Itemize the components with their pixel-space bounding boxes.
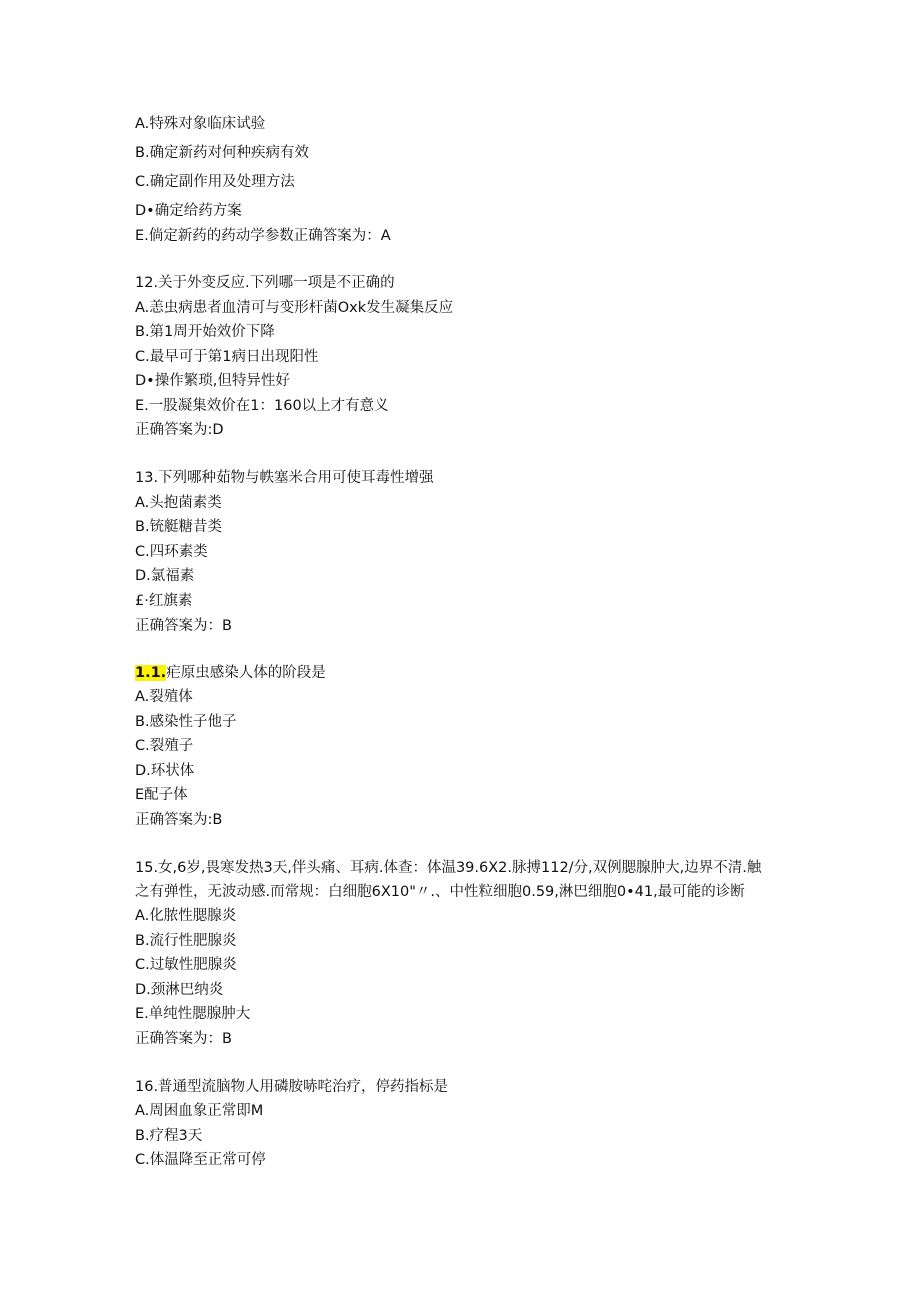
- q16-option-b: B.疗程3天: [135, 1128, 203, 1144]
- q13-option-d: D.氯福素: [135, 568, 195, 584]
- q11-option-d: D•确定给药方案: [135, 203, 242, 219]
- q12-option-d: D•操作繁琐,但特异性好: [135, 373, 290, 389]
- q11-option-b: B.确定新药对何种疾病有效: [135, 145, 310, 161]
- q11-option-e-answer: E.倘定新药的药动学参数正确答案为：A: [135, 228, 391, 244]
- q15-option-c: C.过敏性肥腺炎: [135, 957, 237, 973]
- q14-option-d: D.环状体: [135, 763, 195, 779]
- q15-option-b: B.流行性肥腺炎: [135, 933, 237, 949]
- q15-option-a: A.化脓性腮腺炎: [135, 908, 237, 924]
- q12-option-b: B.第1周开始效价下降: [135, 324, 275, 340]
- q14-stem: 疟原虫感染人体的阶段是: [166, 665, 326, 681]
- q15-stem-line-2: 之有弹性，无波动感.而常规：白细胞6X10"〃.、中性粒细胞0.59,淋巴细胞0•41,最可能的诊断: [135, 884, 745, 900]
- q15-answer: 正确答案为：B: [135, 1031, 232, 1047]
- q14-option-e: E配子体: [135, 787, 188, 803]
- q12-stem: 12.关于外变反应.下列哪一项是不正确的: [135, 275, 395, 291]
- q14-number-highlight: 1.1.: [135, 665, 167, 681]
- q11-option-c: C.确定副作用及处理方法: [135, 174, 295, 190]
- q14-option-c: C.裂殖子: [135, 738, 194, 754]
- q13-option-c: C.四环素类: [135, 544, 208, 560]
- q14-option-a: A.裂殖体: [135, 689, 193, 705]
- q12-option-c: C.最早可于第1病日出现阳性: [135, 349, 319, 365]
- q13-answer: 正确答案为：B: [135, 618, 232, 634]
- q16-stem: 16.普通型流脑物人用磷胺哧咤治疗，停药指标是: [135, 1079, 449, 1095]
- q15-option-d: D.颈淋巴纳炎: [135, 982, 224, 998]
- q11-option-a: A.特殊对象临床试验: [135, 116, 266, 132]
- q12-option-a: A.恙虫病患者血清可与变形杆菌Oxk发生凝集反应: [135, 300, 454, 316]
- q16-option-c: C.体温降至正常可停: [135, 1152, 266, 1168]
- q13-option-a: A.头抱菌素类: [135, 495, 222, 511]
- q13-stem: 13.下列哪种茹物与帙塞米合用可使耳毒性增强: [135, 470, 434, 486]
- q14-option-b: B.感染性子他子: [135, 714, 237, 730]
- q12-option-e: E.一股凝集效价在1：160以上才有意义: [135, 398, 389, 414]
- q12-answer: 正确答案为:D: [135, 422, 224, 438]
- q16-option-a: A.周困血象正常即M: [135, 1103, 264, 1119]
- q13-option-e: £·红旗素: [135, 593, 193, 609]
- q15-stem-line-1: 15.女,6岁,畏寒发热3天,伴头痛、耳病.体查：体温39.6X2.脉搏112/分,双例腮腺肿大,边界不清.触: [135, 860, 762, 876]
- q15-option-e: E.单纯性腮腺肿大: [135, 1006, 251, 1022]
- q14-answer: 正确答案为:B: [135, 812, 223, 828]
- q13-option-b: B.铳艇糖昔类: [135, 519, 223, 535]
- q14-stem-line: [135, 663, 326, 683]
